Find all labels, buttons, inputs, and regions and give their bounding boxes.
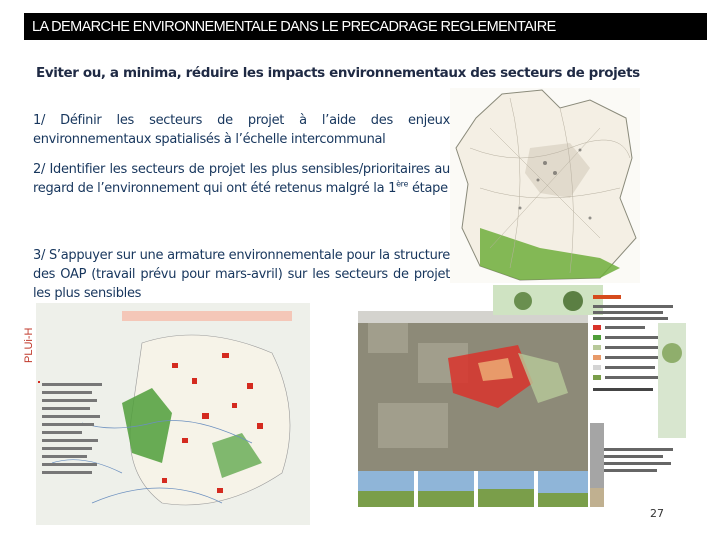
page-number: 27 [650, 507, 664, 520]
point-2 [33, 160, 450, 198]
slide-title: LA DEMARCHE ENVIRONNEMENTALE DANS LE PRECADRAGE REGLEMENTAIRE [32, 19, 556, 35]
slide-subtitle: Eviter ou, a minima, réduire les impacts environnementaux des secteurs de projets [36, 65, 640, 81]
intercommunal-environment-map [450, 88, 640, 285]
plui-h-side-label: PLUi-H [23, 327, 35, 363]
point-2-superscript: ère [396, 179, 409, 189]
point-2-text-end: étape [408, 181, 448, 196]
plui-h-sector-map [22, 303, 310, 525]
point-1: 1/ Définir les secteurs de projet à l’aide des enjeux environnementaux spatialisés à l’échelle intercommunal [33, 113, 450, 147]
point-2-text: 2/ Identifier les secteurs de projet les plus sensibles/prioritaires au regard de l’environnement qui ont été retenus malgré la 1 [33, 162, 450, 196]
sector-aerial-figure [358, 283, 688, 513]
point-3: 3/ S’appuyer sur une armature environnementale pour la structure des OAP (travail prévu pour mars-avril) sur les secteurs de projet les plus sensibles [33, 248, 450, 301]
slide-title-bar [24, 13, 707, 40]
